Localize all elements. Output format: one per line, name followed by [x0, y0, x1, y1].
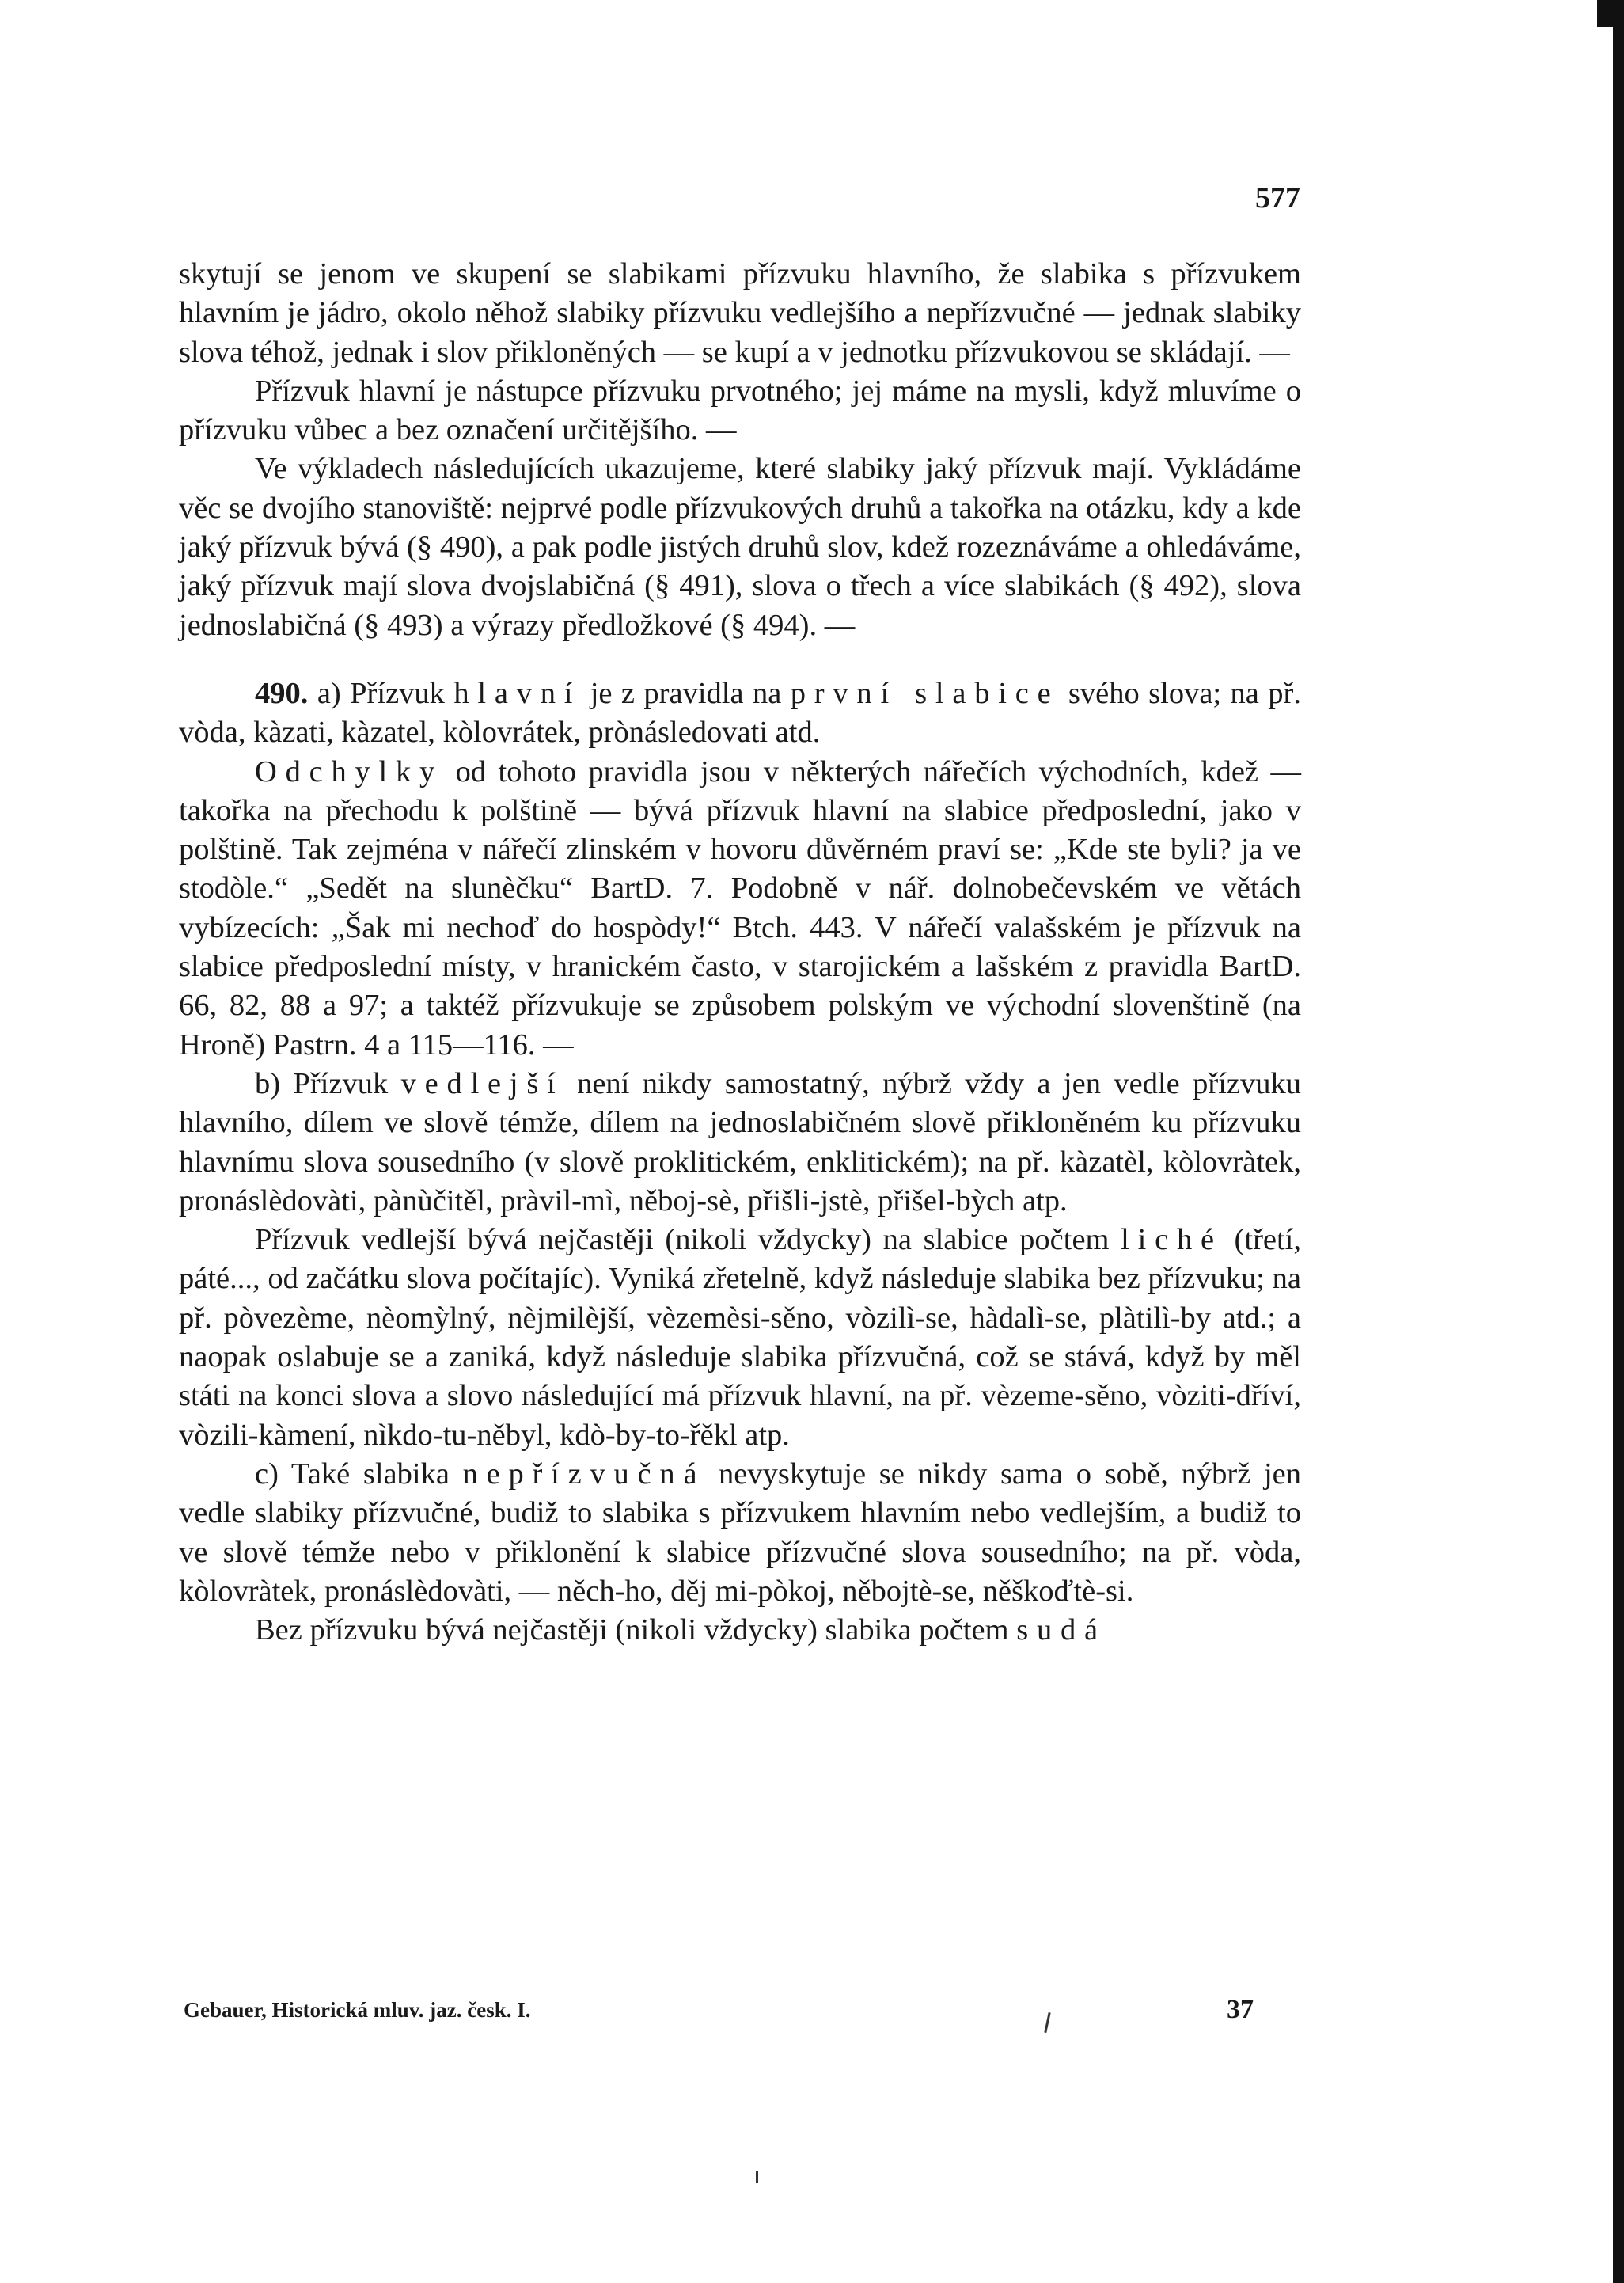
stray-mark: [756, 2171, 758, 2183]
even-intro: Bez přízvuku bývá nejčastěji (nikoli vždycky) slabika počtem: [255, 1613, 1017, 1647]
paragraph-section-490-c: [179, 1455, 1301, 1611]
paragraph-odd-syllable: [179, 1221, 1301, 1455]
odd-intro: Přízvuk vedlejší bývá nejčastěji (nikoli vždycky) na slabice počtem: [255, 1223, 1121, 1257]
subsection-a-mid: je z pravidla na: [581, 676, 791, 710]
term-neprizvucna: nepřízvučná: [462, 1457, 706, 1491]
body-text: [179, 255, 1301, 1650]
subsection-c-rest: nevyskytuje se nikdy sama o sobě, nýbrž jen vedle slabiky přízvučné, budiž to slabika s přízvukem hlavním nebo vedlejším, a budiž to ve slově témže nebo v přiklonění k slabice přízvučné slova sousedního; na př. vòda, kòlovràtek, pronáslèdovàti, — něch-ho, děj mi-pòkoj, něbojtè-se, něškoďtè-si.: [179, 1457, 1301, 1608]
page-footer: [179, 1995, 1301, 2030]
subsection-a-intro: a) Přízvuk: [317, 676, 454, 710]
paragraph-section-490-a: [179, 674, 1301, 753]
term-odchylky: Odchylky: [255, 754, 444, 788]
subsection-a-rest: svého slova; na př. vòda, kàzati, kàzatel, kòlovrátek, prònásledovati atd.: [179, 676, 1302, 750]
section-gap: [179, 645, 1301, 674]
paragraph-main-stress: Přízvuk hlavní je nástupce přízvuku prvotného; jej máme na mysli, když mluvíme o přízvuku vůbec a bez označení určitějšího. —: [179, 374, 1301, 447]
term-liche: liché: [1121, 1223, 1223, 1257]
subsection-b-rest: není nikdy samostatný, nýbrž vždy a jen vedle přízvuku hlavního, dílem ve slově témže, dílem na jednoslabičném slově přikloněném ku přízvuku hlavnímu slova sousedního (v slově proklitickém, enklitickém); na př. kàzatèl, kòlovràtek, pronáslèdovàti, pànùčitěl, pràvil-mì, něboj-sè, přišli-jstè, přišel-bỳch atp.: [179, 1066, 1301, 1217]
footer-source: Gebauer, Historická mluv. jaz. česk. I.: [184, 1998, 531, 2022]
footer-signature-number: 37: [1227, 1995, 1254, 2024]
section-number: 490.: [255, 676, 309, 710]
paragraph-overview: Ve výkladech následujících ukazujeme, které slabiky jaký přízvuk mají. Vykládáme věc se dvojího stanoviště: nejprvé podle přízvukových druhů a takořka na otázku, kdy a kde jaký přízvuk bývá (§ 490), a pak podle jistých druhů slov, kdež rozeznáváme a ohledáváme, jaký přízvuk mají slova dvojslabičná (§ 491), slova o třech a více slabikách (§ 492), slova jednoslabičná (§ 493) a výrazy předložkové (§ 494). —: [179, 452, 1301, 642]
paragraph-continuation: skytují se jenom ve skupení se slabikami přízvuku hlavního, že slabika s přízvukem hlavním je jádro, okolo něhož slabiky přízvuku vedlejšího a nepřízvučné — jednak slabiky slova téhož, jednak i slov přikloněných — se kupí a v jednotku přízvukovou se skládají. —: [179, 257, 1301, 369]
subsection-b-intro: b) Přízvuk: [255, 1066, 401, 1100]
term-vedlejsi: vedlejší: [400, 1066, 564, 1100]
paragraph-exceptions: [179, 753, 1301, 1065]
exceptions-text: od tohoto pravidla jsou v některých nářečích východních, kdež — takořka na přechodu k polštině — bývá přízvuk hlavní na slabice předposlední, jako v polštině. Tak zejména v nářečí zlinském v hovoru důvěrném praví se: „Kde ste byli? ja ve stodòle.“ „Sedět na slunèčku“ BartD. 7. Podobně v nář. dolnobečevském ve větách vybízecích: „Šak mi nechoď do hospòdy!“ Btch. 443. V nářečí valašském je přízvuk na slabice předposlední místy, v hranickém často, v starojickém a lašském z pravidla BartD. 66, 82, 88 a 97; a taktéž přízvukuje se způsobem polským ve východní slovenštině (na Hroně) Pastrn. 4 a 115—116. —: [179, 754, 1301, 1062]
term-suda: sudá: [1016, 1613, 1106, 1647]
paragraph-even-syllable: [179, 1611, 1301, 1650]
paragraph-section-490-b: [179, 1065, 1301, 1221]
page-number: 577: [1255, 181, 1300, 215]
term-hlavni: hlavní: [453, 676, 582, 710]
odd-rest: (třetí, páté..., od začátku slova počítajíc). Vyniká zřetelně, když následuje slabika bez přízvuku; na př. pòvezème, nèomỳlný, nèjmilèjší, vèzemèsi-sěno, vòzilì-se, hàdalì-se, plàtilì-by atd.; a naopak oslabuje se a zaniká, když následuje slabika přízvučná, což se stává, když by měl státi na konci slova a slovo následující má přízvuk hlavní, na př. vèzeme-sěno, vòziti-dříví, vòzili-kàmení, nìkdo-tu-něbyl, kdò-by-to-řěkl atp.: [179, 1223, 1301, 1452]
page-edge-shadow: [1613, 0, 1624, 2283]
term-prvni-slabice: první slabice: [790, 676, 1060, 710]
subsection-c-intro: c) Také slabika: [255, 1457, 463, 1491]
